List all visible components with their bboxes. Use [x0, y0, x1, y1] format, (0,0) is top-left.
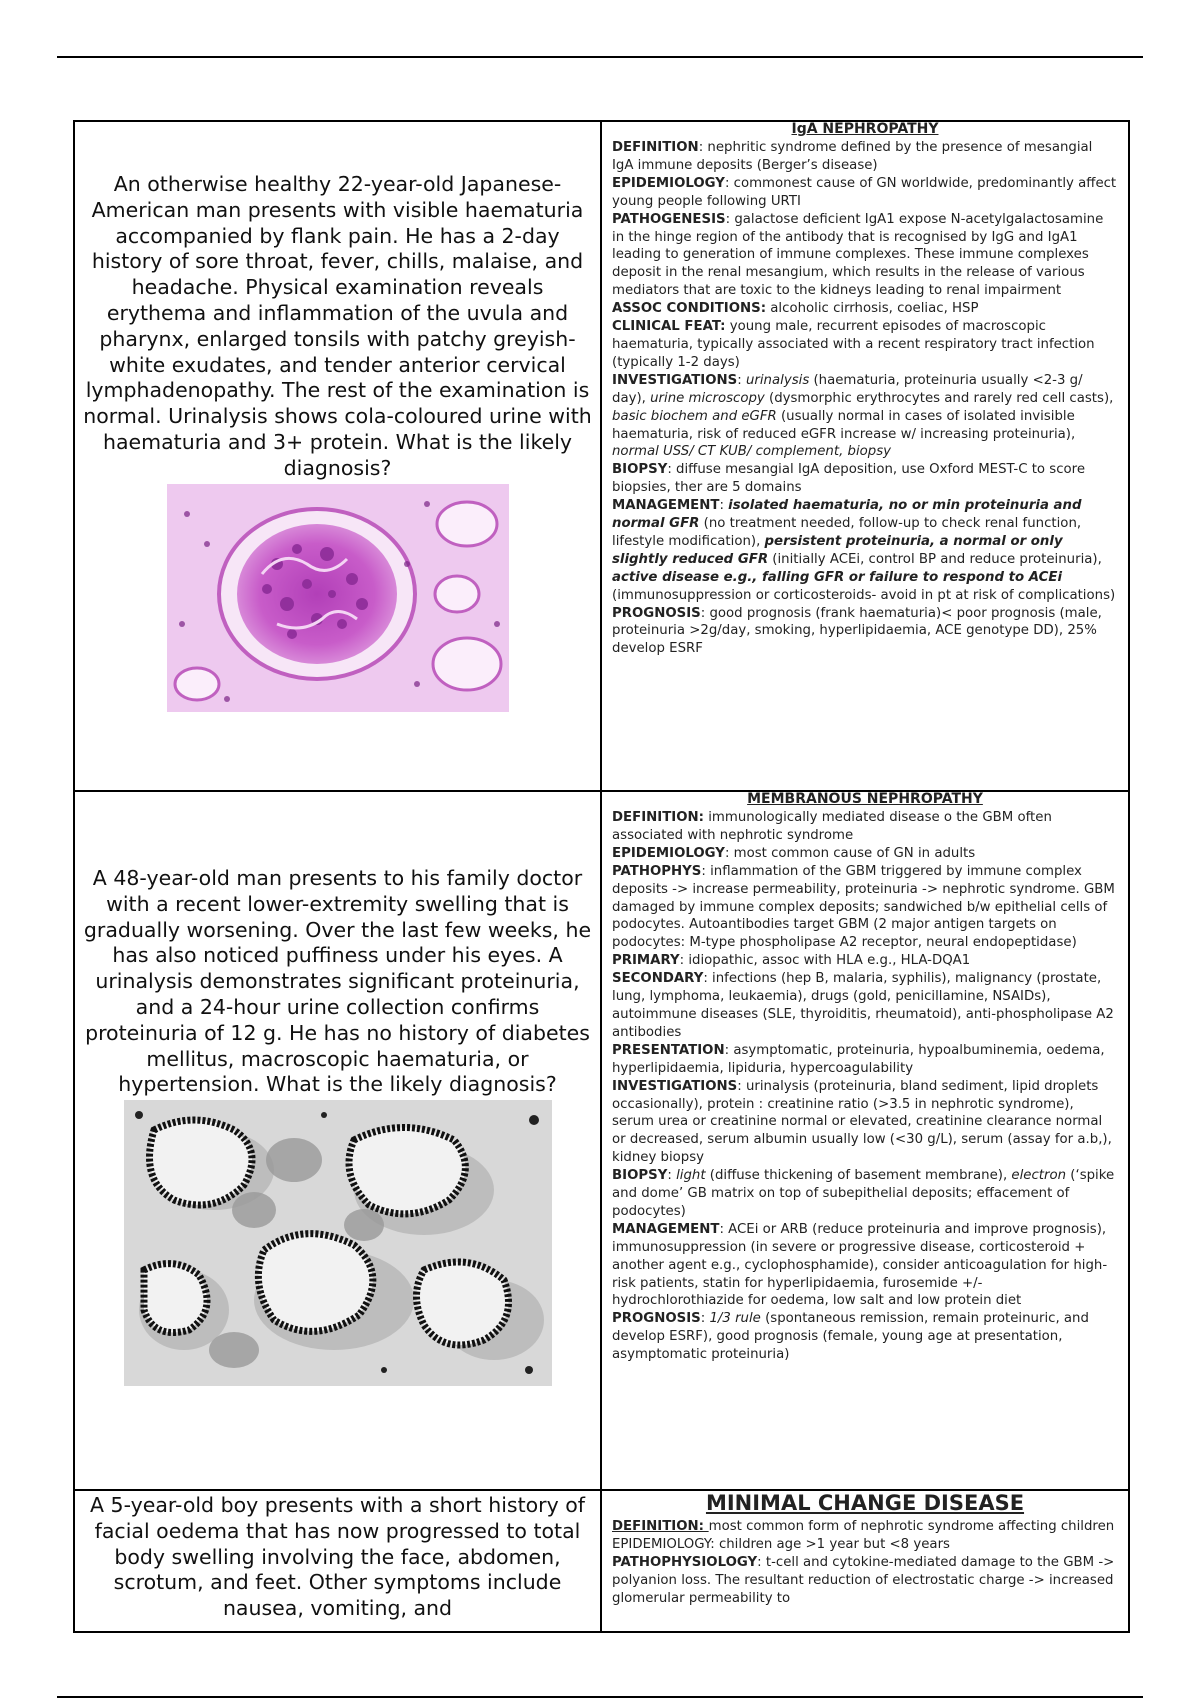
- diagnosis-title: MINIMAL CHANGE DISEASE: [705, 1491, 1025, 1515]
- primary-para: PRIMARY: idiopathic, assoc with HLA e.g., HLA-DQA1: [612, 953, 971, 969]
- answer-cell: [601, 791, 1129, 1490]
- prognosis-para: PROGNOSIS: good prognosis (frank haematuria)< poor prognosis (male, proteinuria >2g/day, smoking, hyperlipidaemia, ACE genotype DD), 25% develop ESRF: [612, 605, 1102, 657]
- glomerulus-he-stain-micrograph: [167, 484, 509, 712]
- card-row: [74, 1490, 1129, 1632]
- electron-micrograph-gbm: [124, 1100, 552, 1386]
- clinical-features-para: CLINICAL FEAT: young male, recurrent episodes of macroscopic haematuria, typically associated with a recent respiratory tract infection (typically 1-2 days): [612, 319, 1095, 370]
- assoc-conditions-para: ASSOC CONDITIONS: alcoholic cirrhosis, coeliac, HSP: [612, 301, 979, 317]
- pathogenesis-para: PATHOGENESIS: galactose deficient IgA1 expose N-acetylgalactosamine in the hinge region of the antibody that is recognised by IgG and IgA1 leading to generation of immune complexes. These immune complexes deposit in the renal mesangium, which results in the release of various mediators that are toxic to the kidneys leading to renal impairment: [612, 211, 1104, 299]
- diagnosis-title: MEMBRANOUS NEPHROPATHY: [747, 791, 983, 807]
- definition-para: DEFINITION: immunologically mediated disease o the GBM often associated with nephrotic syndrome: [612, 810, 1052, 843]
- question-text: A 48-year-old man presents to his family doctor with a recent lower-extremity swelling that is gradually worsening. Over the last few weeks, he has also noticed puffiness under his eyes. A urinalysis demonstrates significant proteinuria, and a 24-hour urine collection confirms proteinuria of 12 g. He has no history of diabetes mellitus, macroscopic haematuria, or hypertension. What is the likely diagnosis?: [83, 866, 592, 1097]
- prognosis-para: PROGNOSIS: 1/3 rule (spontaneous remission, remain proteinuric, and develop ESRF), good prognosis (female, young age at presentation, asymptomatic proteinuria): [612, 1311, 1089, 1363]
- presentation-para: PRESENTATION: asymptomatic, proteinuria, hypoalbuminemia, oedema, hyperlipidaemia, lipiduria, hypercoagulability: [612, 1042, 1105, 1076]
- pathophysiology-para: PATHOPHYSIOLOGY: t-cell and cytokine-mediated damage to the GBM -> polyanion loss. The resultant reduction of electrostatic charge -> increased glomerular permeability to: [612, 1554, 1115, 1606]
- question-cell: [74, 1490, 601, 1632]
- answer-cell: [601, 1490, 1129, 1632]
- answer-cell: [601, 121, 1129, 791]
- investigations-para: INVESTIGATIONS: urinalysis (haematuria, proteinuria usually <2-3 g/ day), urine microscopy (dysmorphic erythrocytes and rarely red cell casts), basic biochem and eGFR (usually normal in cases of isolated invisible haematuria, risk of reduced eGFR increase w/ increasing proteinuria), normal USS/ CT KUB/ complement, biopsy: [612, 372, 1114, 460]
- diagnosis-title: IgA NEPHROPATHY: [791, 121, 939, 137]
- epidemiology-para: EPIDEMIOLOGY: commonest cause of GN worldwide, predominantly affect young people following URTI: [612, 175, 1117, 209]
- top-rule: [57, 56, 1143, 58]
- question-text: An otherwise healthy 22-year-old Japanese-American man presents with visible haematuria accompanied by flank pain. He has a 2-day history of sore throat, fever, chills, malaise, and headache. Physical examination reveals erythema and inflammation of the uvula and pharynx, enlarged tonsils with patchy greyish-white exudates, and tender anterior cervical lymphadenopathy. The rest of the examination is normal. Urinalysis shows cola-coloured urine with haematuria and 3+ protein. What is the likely diagnosis?: [83, 172, 592, 480]
- definition-para: DEFINITION: nephritic syndrome defined by the presence of mesangial IgA immune deposits (Berger’s disease): [612, 140, 1093, 173]
- question-cell: [74, 121, 601, 791]
- definition-para: DEFINITION: most common form of nephrotic syndrome affecting children: [612, 1519, 1115, 1534]
- card-row: [74, 791, 1129, 1490]
- management-para: MANAGEMENT: ACEi or ARB (reduce proteinuria and improve prognosis), immunosuppression (in severe or progressive disease, corticosteroid + another agent e.g., cyclophosphamide), consider anticoagulation for high-risk patients, statin for hyperlipidaemia, furosemide +/- hydrochlorothiazide for oedema, low salt and low protein diet: [612, 1221, 1108, 1309]
- epidemiology-para: EPIDEMIOLOGY: children age >1 year but <8 years: [612, 1536, 950, 1552]
- investigations-para: INVESTIGATIONS: urinalysis (proteinuria, bland sediment, lipid droplets occasionally), protein : creatinine ratio (>3.5 in nephrotic syndrome), serum urea or creatinine normal or elevated, creatinine clearance normal or decreased, serum albumin usually low (<30 g/L), serum (assay for a.b,), kidney biopsy: [612, 1078, 1112, 1166]
- management-para: MANAGEMENT: isolated haematuria, no or min proteinuria and normal GFR (no treatment needed, follow-up to check renal function, lifestyle modification), persistent proteinuria, a normal or only slightly reduced GFR (initially ACEi, control BP and reduce proteinuria), active disease e.g., falling GFR or failure to respond to ACEi (immunosuppression or corticosteroids- avoid in pt at risk of complications): [612, 498, 1116, 603]
- question-text: A 5-year-old boy presents with a short history of facial oedema that has now progressed to total body swelling involving the face, abdomen, scrotum, and feet. Other symptoms include nausea, vomiting, and: [90, 1493, 585, 1621]
- secondary-para: SECONDARY: infections (hep B, malaria, syphilis), malignancy (prostate, lung, lymphoma, leukaemia), drugs (gold, penicillamine, NSAIDs), autoimmune diseases (SLE, thyroiditis, rheumatoid), anti-phospholipase A2 antibodies: [612, 971, 1114, 1040]
- card-row: [74, 121, 1129, 791]
- epidemiology-para: EPIDEMIOLOGY: most common cause of GN in adults: [612, 845, 976, 861]
- bottom-rule: [57, 1696, 1143, 1698]
- biopsy-para: BIOPSY: light (diffuse thickening of basement membrane), electron (‘spike and dome’ GB matrix on top of subepithelial deposits; effacement of podocytes): [612, 1168, 1115, 1219]
- pathophys-para: PATHOPHYS: inflammation of the GBM triggered by immune complex deposits -> increase permeability, proteinuria -> nephrotic syndrome. GBM damaged by immune complex deposits; sandwiched b/w epithelial cells of podocytes. Autoantibodies target GBM (2 major antigen targets on podocytes: M-type phospholipase A2 receptor, neural endopeptidase): [612, 863, 1115, 951]
- biopsy-para: BIOPSY: diffuse mesangial IgA deposition, use Oxford MEST-C to score biopsies, ther are 5 domains: [612, 462, 1086, 496]
- question-cell: [74, 791, 601, 1490]
- flashcard-table: [73, 120, 1130, 1633]
